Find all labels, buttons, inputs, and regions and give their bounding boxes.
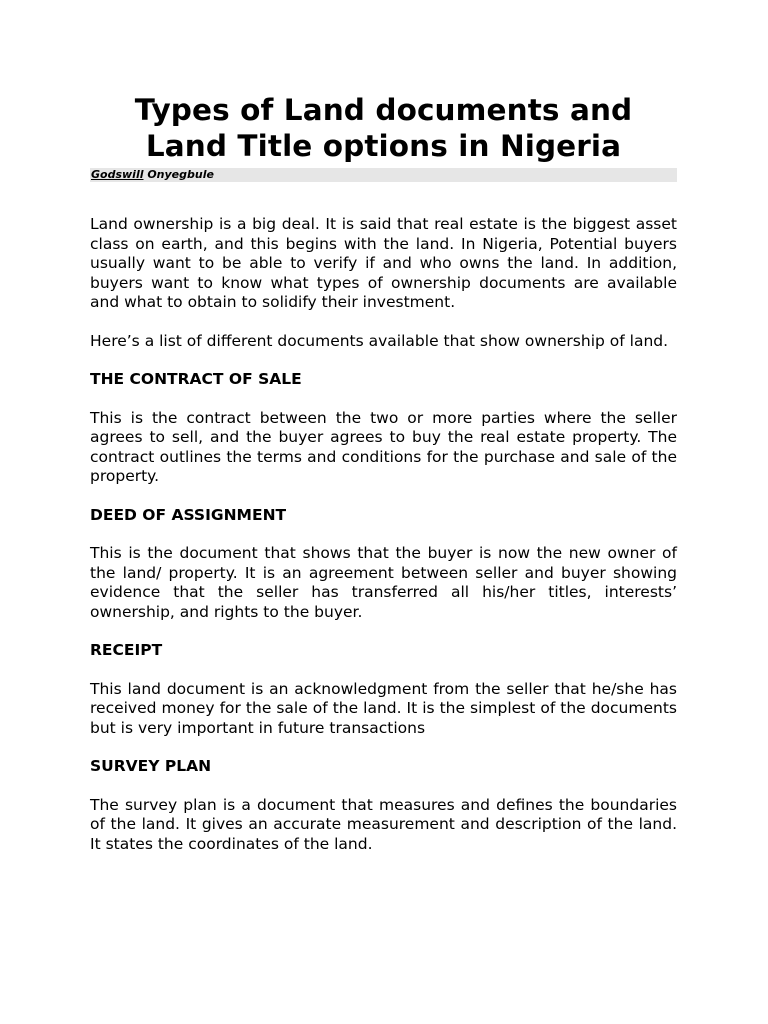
document-body	[90, 215, 677, 854]
author-last-name: Onyegbule	[147, 168, 214, 181]
intro-paragraph-1: Land ownership is a big deal. It is said that real estate is the biggest asset class on earth, and this begins with the land. In Nigeria, Potential buyers usually want to be able to verify if and who owns the land. In addition, buyers want to know what types of ownership documents are available and what to obtain to solidify their investment.	[90, 215, 677, 311]
section-text-survey-plan: The survey plan is a document that measures and defines the boundaries of the land. It gives an accurate measurement and description of the land. It states the coordinates of the land.	[90, 795, 677, 853]
section-text-deed-of-assignment: This is the document that shows that the buyer is now the new owner of the land/ property. It is an agreement between seller and buyer showing evidence that the seller has transferred all his/her titles, interests’ ownership, and rights to the buyer.	[90, 544, 677, 621]
section-heading-survey-plan: SURVEY PLAN	[90, 757, 212, 775]
author-first-name: Godswill	[91, 168, 144, 181]
author-byline	[90, 168, 677, 182]
document-title: Types of Land documents and Land Title options in Nigeria	[134, 93, 633, 163]
section-text-receipt: This land document is an acknowledgment from the seller that he/she has received money for the sale of the land. It is the simplest of the documents but is very important in future transactions	[90, 679, 677, 737]
section-heading-deed-of-assignment: DEED OF ASSIGNMENT	[90, 505, 287, 524]
section-heading-receipt: RECEIPT	[90, 641, 163, 659]
section-heading-contract-of-sale: THE CONTRACT OF SALE	[90, 370, 302, 388]
section-text-contract-of-sale: This is the contract between the two or more parties where the seller agrees to sell, and the buyer agrees to buy the real estate property. The contract outlines the terms and conditions for the purchase and sale of the property.	[90, 408, 677, 485]
intro-paragraph-2: Here’s a list of different documents available that show ownership of land.	[90, 331, 669, 350]
document-page	[90, 0, 677, 873]
